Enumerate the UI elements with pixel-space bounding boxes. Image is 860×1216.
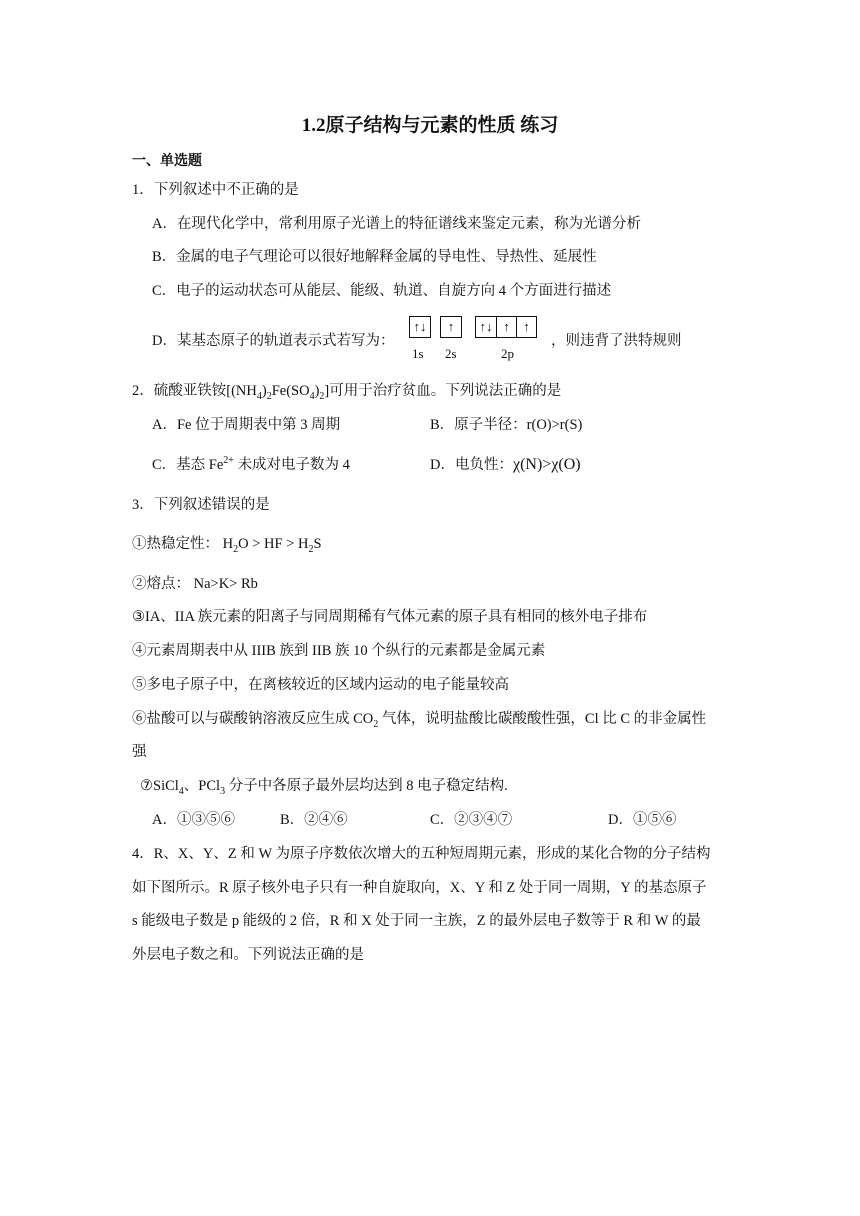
subscript: 2 <box>308 543 314 555</box>
q3-statement-6-continued: 强 <box>132 744 147 760</box>
q3-s7-part: ⑦SiCl <box>140 778 179 794</box>
q4-line-4: 外层电子数之和。下列说法正确的是 <box>132 947 364 963</box>
subscript: 4 <box>256 390 262 402</box>
q2-stem-part: ) <box>261 383 267 399</box>
q3-option-b: B．②④⑥ <box>280 812 348 828</box>
page-title: 1.2原子结构与元素的性质 练习 <box>301 115 559 136</box>
subscript: 2 <box>233 543 239 555</box>
orbital-cell: ↑ <box>496 317 516 337</box>
q3-s1-part: ①热稳定性： H <box>132 536 234 552</box>
superscript: 2+ <box>223 455 234 467</box>
orbital-box-2p <box>475 316 537 338</box>
q3-statement-4: ④元素周期表中从 IIIB 族到 IIB 族 10 个纵行的元素都是金属元素 <box>132 643 546 659</box>
q2-option-d-label: D．电负性： <box>430 457 513 473</box>
q2-option-a: A．Fe 位于周期表中第 3 周期 <box>152 417 341 433</box>
q3-statement-7 <box>140 776 508 796</box>
q2-stem-part: ) <box>314 383 320 399</box>
q2-option-c <box>152 455 350 475</box>
q3-s6-part: 气体，说明盐酸比碳酸酸性强，Cl 比 C 的非金属性 <box>378 711 707 727</box>
q2-stem <box>132 381 561 401</box>
q2-stem-part: ]可用于治疗贫血。下列说法正确的是 <box>324 383 562 399</box>
q3-statement-5: ⑤多电子原子中，在离核较近的区域内运动的电子能量较高 <box>132 677 509 693</box>
q3-statement-3: ③IA、IIA 族元素的阳离子与同周期稀有气体元素的原子具有相同的核外电子排布 <box>132 609 648 625</box>
q3-s7-part: 分子中各原子最外层均达到 8 电子稳定结构. <box>225 778 508 794</box>
q2-stem-part: Fe(SO <box>271 383 310 399</box>
orbital-label-2s: 2s <box>445 346 457 361</box>
q1-option-d-prefix: D．某基态原子的轨道表示式若写为： <box>152 333 395 349</box>
q4-line-3: s 能级电子数是 p 能级的 2 倍，R 和 X 处于同一主族，Z 的最外层电子数等于 R 和 W 的最 <box>132 913 701 929</box>
q3-s1-part: S <box>313 536 322 552</box>
q3-option-c: C．②③④⑦ <box>430 812 513 828</box>
section-heading: 一、单选题 <box>132 154 202 169</box>
orbital-diagram <box>409 316 549 366</box>
orbital-cell: ↑ <box>447 319 455 334</box>
q2-option-c-part: 未成对电子数为 4 <box>233 457 350 473</box>
subscript: 2 <box>319 390 325 402</box>
subscript: 3 <box>220 785 226 797</box>
q4-line-1: 4．R、X、Y、Z 和 W 为原子序数依次增大的五种短周期元素，形成的某化合物的分子结构 <box>132 846 711 862</box>
q3-statement-1 <box>132 534 322 554</box>
subscript: 2 <box>266 390 272 402</box>
q3-option-d: D．①⑤⑥ <box>608 812 677 828</box>
subscript: 2 <box>373 718 379 730</box>
q3-stem: 3．下列叙述错误的是 <box>132 497 270 513</box>
subscript: 4 <box>309 390 315 402</box>
q2-option-b: B．原子半径：r(O)>r(S) <box>430 417 583 433</box>
orbital-cell: ↑↓ <box>413 319 427 334</box>
q4-line-2: 如下图所示。R 原子核外电子只有一种自旋取向，X、Y 和 Z 处于同一周期，Y 的基态原子 <box>132 880 707 896</box>
orbital-cell: ↑ <box>516 317 536 337</box>
q2-stem-part: 2．硫酸亚铁铵[(NH <box>132 383 257 399</box>
orbital-cell: ↑↓ <box>479 319 493 334</box>
q1-stem: 1．下列叙述中不正确的是 <box>132 182 299 198</box>
q3-statement-6 <box>132 709 706 729</box>
q3-s6-part: ⑥盐酸可以与碳酸钠溶液反应生成 CO <box>132 711 374 727</box>
q3-s1-part: O > HF > H <box>238 536 309 552</box>
q1-option-b: B．金属的电子气理论可以很好地解释金属的导电性、导热性、延展性 <box>152 249 597 265</box>
q1-option-c: C．电子的运动状态可从能层、能级、轨道、自旋方向 4 个方面进行描述 <box>152 283 612 299</box>
q1-option-a: A．在现代化学中，常利用原子光谱上的特征谱线来鉴定元素，称为光谱分析 <box>152 216 641 232</box>
q2-option-d <box>430 455 581 475</box>
q3-option-a: A．①③⑤⑥ <box>152 812 235 828</box>
orbital-label-2p: 2p <box>501 346 514 361</box>
q3-statement-2: ②熔点： Na>K> Rb <box>132 576 258 592</box>
orbital-label-1s: 1s <box>412 346 424 361</box>
q3-s7-part: 、PCl <box>183 778 221 794</box>
orbital-box-2s <box>440 316 462 338</box>
orbital-box-1s <box>409 316 431 338</box>
subscript: 4 <box>178 785 184 797</box>
q1-option-d-suffix: ，则违背了洪特规则 <box>551 333 682 349</box>
q2-option-c-part: C．基态 Fe <box>152 457 224 473</box>
q2-electronegativity-expr: χ(N)>χ(O) <box>512 456 581 473</box>
